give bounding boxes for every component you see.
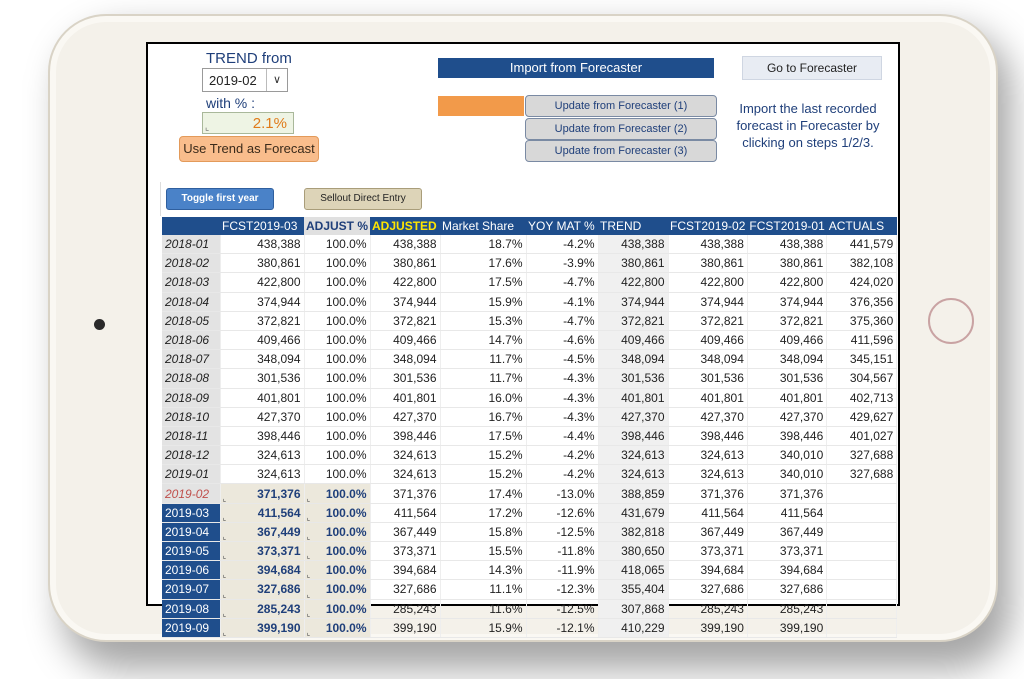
adjust-pct-cell[interactable]: 100.0% ⌞ [304, 561, 370, 580]
market-share-cell: 15.9% [440, 292, 526, 311]
yoy-cell: -4.1% [526, 292, 598, 311]
table-row [162, 407, 897, 426]
cell-corner-icon: ⌞ [222, 608, 227, 618]
fcst-0119-cell: 409,466 [747, 330, 826, 349]
table-row [162, 561, 897, 580]
fcst-cell: 324,613 [220, 446, 304, 465]
fcst-cell[interactable]: 285,243 ⌞ [220, 599, 304, 618]
adjusted-cell: 285,243 [370, 599, 440, 618]
table-row [162, 273, 897, 292]
actuals-cell [827, 522, 897, 541]
period-cell: 2018-10 [162, 407, 220, 426]
adjust-pct-cell: 100.0% [304, 426, 370, 445]
spreadsheet-view [148, 44, 898, 637]
cell-corner-icon: ⌞ [306, 608, 311, 618]
trend-cell: 427,370 [598, 407, 668, 426]
yoy-cell: -4.7% [526, 311, 598, 330]
fcst-0219-cell: 399,190 [668, 618, 747, 637]
adjusted-cell: 422,800 [370, 273, 440, 292]
cell-corner-icon: ⌞ [306, 570, 311, 580]
fcst-0119-cell: 373,371 [747, 542, 826, 561]
col-header-fcst-2019-01: FCST2019-01 [749, 219, 825, 233]
col-header-market-share: Market Share [440, 217, 526, 235]
period-cell: 2018-03 [162, 273, 220, 292]
trend-cell: 380,861 [598, 254, 668, 273]
fcst-0119-cell: 371,376 [747, 484, 826, 503]
period-cell: 2018-08 [162, 369, 220, 388]
actuals-cell: 429,627 [827, 407, 897, 426]
go-to-forecaster-button[interactable]: Go to Forecaster [742, 56, 882, 80]
fcst-0219-cell: 422,800 [668, 273, 747, 292]
fcst-0119-cell: 422,800 [747, 273, 826, 292]
actuals-cell: 382,108 [827, 254, 897, 273]
fcst-cell: 324,613 [220, 465, 304, 484]
market-share-cell: 17.5% [440, 273, 526, 292]
fcst-cell: 398,446 [220, 426, 304, 445]
cell-corner-icon: ⌞ [222, 493, 227, 503]
fcst-0219-cell: 372,821 [668, 311, 747, 330]
trend-cell: 431,679 [598, 503, 668, 522]
period-cell: 2018-11 [162, 426, 220, 445]
fcst-0119-cell: 411,564 [747, 503, 826, 522]
market-share-cell: 15.3% [440, 311, 526, 330]
table-row [162, 350, 897, 369]
market-share-cell: 15.9% [440, 618, 526, 637]
import-note: Import the last recorded forecast in Forecaster by clicking on steps 1/2/3. [736, 101, 880, 150]
actuals-cell: 304,567 [827, 369, 897, 388]
yoy-cell: -12.3% [526, 580, 598, 599]
adjust-pct-cell[interactable]: 100.0% ⌞ [304, 522, 370, 541]
fcst-0219-cell: 348,094 [668, 350, 747, 369]
adjusted-cell: 409,466 [370, 330, 440, 349]
trend-from-label: TREND from [206, 50, 292, 67]
adjusted-cell: 398,446 [370, 426, 440, 445]
yoy-cell: -4.3% [526, 388, 598, 407]
period-cell: 2018-01 [162, 235, 220, 254]
yoy-cell: -4.4% [526, 426, 598, 445]
adjust-pct-cell: 100.0% [304, 350, 370, 369]
table-row [162, 426, 897, 445]
update-forecaster-1-button[interactable]: Update from Forecaster (1) [525, 95, 717, 117]
adjusted-cell: 372,821 [370, 311, 440, 330]
market-share-cell: 11.1% [440, 580, 526, 599]
fcst-0219-cell: 374,944 [668, 292, 747, 311]
adjust-pct-cell: 100.0% [304, 311, 370, 330]
adjust-pct-cell: 100.0% [304, 465, 370, 484]
fcst-0119-cell: 367,449 [747, 522, 826, 541]
trend-cell: 324,613 [598, 465, 668, 484]
market-share-cell: 17.4% [440, 484, 526, 503]
adjust-pct-cell: 100.0% [304, 369, 370, 388]
yoy-cell: -4.2% [526, 446, 598, 465]
period-select-value: 2019-02 [209, 73, 257, 88]
fcst-0219-cell: 327,686 [668, 580, 747, 599]
table-row [162, 618, 897, 637]
table-row [162, 542, 897, 561]
tablet-screen [146, 42, 900, 637]
fcst-0119-cell: 374,944 [747, 292, 826, 311]
adjusted-cell: 380,861 [370, 254, 440, 273]
fcst-0219-cell: 373,371 [668, 542, 747, 561]
actuals-cell: 424,020 [827, 273, 897, 292]
fcst-0119-cell: 327,686 [747, 580, 826, 599]
adjust-pct-cell[interactable]: 100.0% ⌞ [304, 599, 370, 618]
table-row [162, 484, 897, 503]
fcst-0119-cell: 398,446 [747, 426, 826, 445]
adjusted-cell: 374,944 [370, 292, 440, 311]
col-header-actuals: ACTUALS [827, 217, 897, 235]
table-body [162, 235, 897, 637]
fcst-cell[interactable]: 327,686 ⌞ [220, 580, 304, 599]
table-row [162, 522, 897, 541]
yoy-cell: -12.5% [526, 599, 598, 618]
yoy-cell: -3.9% [526, 254, 598, 273]
trend-cell: 324,613 [598, 446, 668, 465]
adjusted-cell: 371,376 [370, 484, 440, 503]
fcst-cell: 438,388 [220, 235, 304, 254]
actuals-cell: 441,579 [827, 235, 897, 254]
fcst-0219-cell: 371,376 [668, 484, 747, 503]
update-forecaster-2-button[interactable]: Update from Forecaster (2) [525, 118, 717, 140]
fcst-cell: 427,370 [220, 407, 304, 426]
fcst-0119-cell: 394,684 [747, 561, 826, 580]
fcst-cell: 301,536 [220, 369, 304, 388]
fcst-0119-cell: 301,536 [747, 369, 826, 388]
table-header-row [162, 217, 897, 235]
fcst-0219-cell: 438,388 [668, 235, 747, 254]
trend-cell: 301,536 [598, 369, 668, 388]
fcst-0119-cell: 438,388 [747, 235, 826, 254]
period-cell: 2018-12 [162, 446, 220, 465]
forecast-table [162, 217, 897, 638]
table-row [162, 388, 897, 407]
actuals-cell: 327,688 [827, 446, 897, 465]
actuals-cell [827, 618, 897, 637]
yoy-cell: -4.2% [526, 235, 598, 254]
yoy-cell: -12.6% [526, 503, 598, 522]
adjusted-cell: 301,536 [370, 369, 440, 388]
actuals-cell: 345,151 [827, 350, 897, 369]
adjust-pct-cell: 100.0% [304, 273, 370, 292]
progress-indicator [438, 96, 524, 116]
cell-corner-icon: ⌞ [222, 532, 227, 541]
fcst-0219-cell: 409,466 [668, 330, 747, 349]
fcst-0119-cell: 427,370 [747, 407, 826, 426]
cell-corner-icon: ⌞ [222, 589, 227, 599]
trend-cell: 380,650 [598, 542, 668, 561]
trend-cell: 372,821 [598, 311, 668, 330]
fcst-0219-cell: 324,613 [668, 446, 747, 465]
fcst-0119-cell: 340,010 [747, 446, 826, 465]
toggle-first-year-button[interactable]: Toggle first year [166, 188, 274, 210]
fcst-cell[interactable]: 373,371 ⌞ [220, 542, 304, 561]
chevron-down-icon[interactable]: ∨ [266, 69, 287, 91]
trend-cell: 307,868 [598, 599, 668, 618]
col-header-period [162, 217, 220, 235]
market-share-cell: 15.2% [440, 465, 526, 484]
table-row [162, 292, 897, 311]
yoy-cell: -12.5% [526, 522, 598, 541]
sellout-direct-entry-button[interactable]: Sellout Direct Entry [304, 188, 422, 210]
market-share-cell: 17.2% [440, 503, 526, 522]
actuals-cell [827, 503, 897, 522]
actuals-cell: 327,688 [827, 465, 897, 484]
col-header-fcst-2019-03: FCST2019-03 [220, 217, 304, 235]
fcst-0219-cell: 411,564 [668, 503, 747, 522]
adjust-pct-cell: 100.0% [304, 388, 370, 407]
adjusted-cell: 411,564 [370, 503, 440, 522]
fcst-cell[interactable]: 411,564 ⌞ [220, 503, 304, 522]
actuals-cell: 402,713 [827, 388, 897, 407]
adjust-pct-cell: 100.0% [304, 446, 370, 465]
period-cell: 2019-02 [162, 484, 220, 503]
actuals-cell [827, 580, 897, 599]
yoy-cell: -11.8% [526, 542, 598, 561]
table-row [162, 446, 897, 465]
adjusted-cell: 327,686 [370, 580, 440, 599]
cell-corner-icon: ⌞ [222, 627, 227, 637]
fcst-cell: 422,800 [220, 273, 304, 292]
trend-cell: 398,446 [598, 426, 668, 445]
trend-cell: 355,404 [598, 580, 668, 599]
fcst-0219-cell: 367,449 [668, 522, 747, 541]
trend-cell: 409,466 [598, 330, 668, 349]
actuals-cell [827, 599, 897, 618]
actuals-cell: 411,596 [827, 330, 897, 349]
trend-cell: 401,801 [598, 388, 668, 407]
fcst-cell: 374,944 [220, 292, 304, 311]
period-cell: 2019-03 [162, 503, 220, 522]
market-share-cell: 11.7% [440, 350, 526, 369]
cell-corner-icon: ⌞ [306, 493, 311, 503]
cell-corner-icon: ⌞ [306, 551, 311, 561]
market-share-cell: 16.0% [440, 388, 526, 407]
period-cell: 2018-02 [162, 254, 220, 273]
market-share-cell: 11.6% [440, 599, 526, 618]
table-row [162, 465, 897, 484]
market-share-cell: 15.8% [440, 522, 526, 541]
period-cell: 2019-09 [162, 618, 220, 637]
adjusted-cell: 324,613 [370, 446, 440, 465]
camera-icon [94, 319, 105, 330]
col-header-yoy-mat: YOY MAT % [526, 217, 598, 235]
fcst-0119-cell: 380,861 [747, 254, 826, 273]
fcst-cell[interactable]: 399,190 ⌞ [220, 618, 304, 637]
fcst-0219-cell: 285,243 [668, 599, 747, 618]
adjusted-cell: 394,684 [370, 561, 440, 580]
adjust-pct-cell[interactable]: 100.0% ⌞ [304, 580, 370, 599]
adjusted-cell: 348,094 [370, 350, 440, 369]
yoy-cell: -12.1% [526, 618, 598, 637]
fcst-cell[interactable]: 394,684 ⌞ [220, 561, 304, 580]
yoy-cell: -4.2% [526, 465, 598, 484]
actuals-cell [827, 484, 897, 503]
actuals-cell: 375,360 [827, 311, 897, 330]
fcst-0219-cell: 380,861 [668, 254, 747, 273]
table-row [162, 311, 897, 330]
adjusted-cell: 427,370 [370, 407, 440, 426]
yoy-cell: -4.6% [526, 330, 598, 349]
table-row [162, 599, 897, 618]
cell-corner-icon: ⌞ [306, 532, 311, 541]
cell-corner-icon: ⌞ [205, 122, 210, 132]
fcst-0219-cell: 398,446 [668, 426, 747, 445]
adjusted-cell: 399,190 [370, 618, 440, 637]
col-header-adjusted: ADJUSTED [370, 217, 440, 235]
table-row [162, 503, 897, 522]
trend-cell: 348,094 [598, 350, 668, 369]
fcst-0119-cell: 372,821 [747, 311, 826, 330]
trend-cell: 388,859 [598, 484, 668, 503]
market-share-cell: 14.7% [440, 330, 526, 349]
with-pct-label: with % : [206, 95, 256, 111]
period-cell: 2019-04 [162, 522, 220, 541]
fcst-0219-cell: 301,536 [668, 369, 747, 388]
adjusted-cell: 438,388 [370, 235, 440, 254]
market-share-cell: 11.7% [440, 369, 526, 388]
cell-corner-icon: ⌞ [306, 589, 311, 599]
trend-cell: 382,818 [598, 522, 668, 541]
adjust-pct-cell: 100.0% [304, 254, 370, 273]
import-title: Import from Forecaster [438, 58, 714, 78]
table-row [162, 369, 897, 388]
fcst-cell: 401,801 [220, 388, 304, 407]
col-header-adjust-pct: ADJUST % [306, 219, 369, 233]
adjust-pct-cell: 100.0% [304, 407, 370, 426]
adjust-pct-cell[interactable]: 100.0% ⌞ [304, 484, 370, 503]
trend-cell: 438,388 [598, 235, 668, 254]
adjust-pct-cell[interactable]: 100.0% ⌞ [304, 542, 370, 561]
actuals-cell [827, 561, 897, 580]
trend-cell: 410,229 [598, 618, 668, 637]
fcst-0219-cell: 427,370 [668, 407, 747, 426]
table-row [162, 254, 897, 273]
period-select[interactable] [202, 68, 288, 92]
period-cell: 2018-05 [162, 311, 220, 330]
period-cell: 2018-04 [162, 292, 220, 311]
update-forecaster-3-button[interactable]: Update from Forecaster (3) [525, 140, 717, 162]
yoy-cell: -4.3% [526, 407, 598, 426]
adjusted-cell: 324,613 [370, 465, 440, 484]
actuals-cell: 401,027 [827, 426, 897, 445]
fcst-0219-cell: 401,801 [668, 388, 747, 407]
yoy-cell: -4.7% [526, 273, 598, 292]
col-header-trend: TREND [598, 217, 668, 235]
adjust-pct-cell[interactable]: 100.0% ⌞ [304, 618, 370, 637]
market-share-cell: 17.5% [440, 426, 526, 445]
period-cell: 2018-09 [162, 388, 220, 407]
adjust-pct-cell: 100.0% [304, 235, 370, 254]
home-button[interactable] [928, 298, 974, 344]
market-share-cell: 16.7% [440, 407, 526, 426]
fcst-0119-cell: 401,801 [747, 388, 826, 407]
adjusted-cell: 373,371 [370, 542, 440, 561]
adjusted-cell: 401,801 [370, 388, 440, 407]
market-share-cell: 14.3% [440, 561, 526, 580]
period-cell: 2019-07 [162, 580, 220, 599]
fcst-cell[interactable]: 371,376 ⌞ [220, 484, 304, 503]
fcst-0119-cell: 348,094 [747, 350, 826, 369]
fcst-0119-cell: 285,243 [747, 599, 826, 618]
fcst-cell: 372,821 [220, 311, 304, 330]
actuals-cell: 376,356 [827, 292, 897, 311]
yoy-cell: -4.5% [526, 350, 598, 369]
period-cell: 2018-07 [162, 350, 220, 369]
col-header-fcst-2019-02: FCST2019-02 [670, 219, 746, 233]
yoy-cell: -11.9% [526, 561, 598, 580]
divider [160, 182, 161, 216]
market-share-cell: 15.2% [440, 446, 526, 465]
fcst-0219-cell: 324,613 [668, 465, 747, 484]
cell-corner-icon: ⌞ [222, 551, 227, 561]
fcst-cell[interactable]: 367,449 ⌞ [220, 522, 304, 541]
market-share-cell: 17.6% [440, 254, 526, 273]
fcst-cell: 380,861 [220, 254, 304, 273]
market-share-cell: 18.7% [440, 235, 526, 254]
use-trend-button[interactable]: Use Trend as Forecast [179, 136, 319, 162]
adjusted-cell: 367,449 [370, 522, 440, 541]
cell-corner-icon: ⌞ [306, 512, 311, 522]
trend-cell: 422,800 [598, 273, 668, 292]
period-cell: 2019-01 [162, 465, 220, 484]
period-cell: 2019-06 [162, 561, 220, 580]
fcst-cell: 348,094 [220, 350, 304, 369]
trend-pct-value: 2.1% [252, 115, 287, 132]
table-row [162, 330, 897, 349]
table-row [162, 580, 897, 599]
adjust-pct-cell[interactable]: 100.0% ⌞ [304, 503, 370, 522]
period-cell: 2019-05 [162, 542, 220, 561]
fcst-0219-cell: 394,684 [668, 561, 747, 580]
cell-corner-icon: ⌞ [306, 627, 311, 637]
period-cell: 2018-06 [162, 330, 220, 349]
trend-pct-input[interactable] [202, 112, 294, 134]
table-row [162, 235, 897, 254]
trend-cell: 418,065 [598, 561, 668, 580]
cell-corner-icon: ⌞ [222, 512, 227, 522]
yoy-cell: -13.0% [526, 484, 598, 503]
cell-corner-icon: ⌞ [222, 570, 227, 580]
period-cell: 2019-08 [162, 599, 220, 618]
adjust-pct-cell: 100.0% [304, 330, 370, 349]
fcst-0119-cell: 399,190 [747, 618, 826, 637]
yoy-cell: -4.3% [526, 369, 598, 388]
fcst-0119-cell: 340,010 [747, 465, 826, 484]
market-share-cell: 15.5% [440, 542, 526, 561]
trend-cell: 374,944 [598, 292, 668, 311]
adjust-pct-cell: 100.0% [304, 292, 370, 311]
actuals-cell [827, 542, 897, 561]
forecast-table-wrap [162, 217, 898, 638]
fcst-cell: 409,466 [220, 330, 304, 349]
